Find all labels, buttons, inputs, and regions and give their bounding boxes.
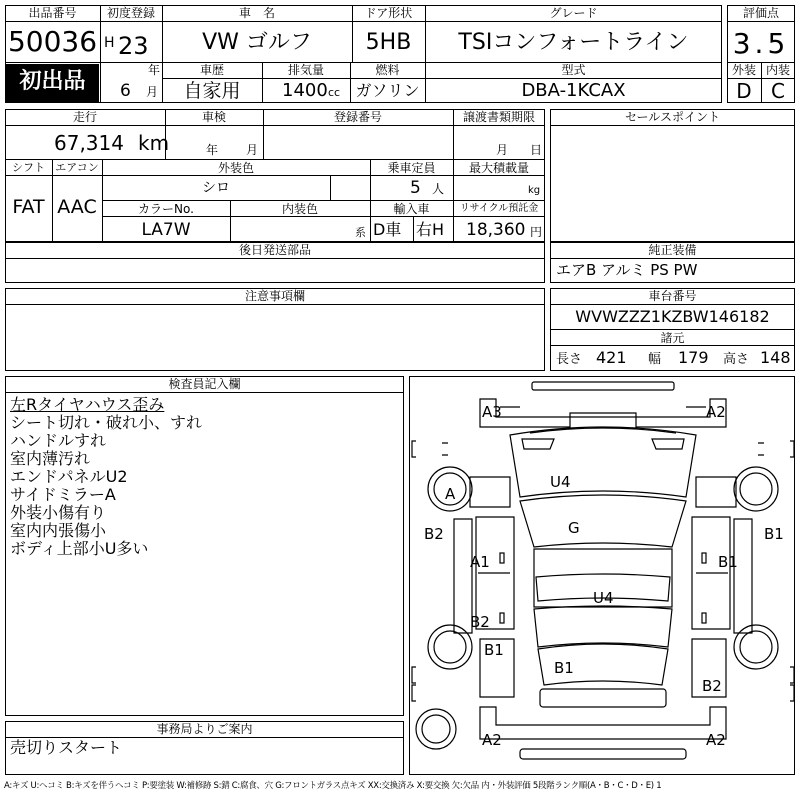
damage-mark: B1 xyxy=(764,525,784,543)
color-label: 外装色 xyxy=(217,161,254,175)
inspection-label: 車検 xyxy=(201,110,226,124)
model-label: 型式 xyxy=(561,63,586,77)
damage-mark: A2 xyxy=(706,731,726,749)
door-type: 5HB xyxy=(365,30,412,55)
damage-mark: A xyxy=(445,485,456,503)
damage-mark: B1 xyxy=(554,659,574,677)
inspection-month-unit: 月 xyxy=(246,143,259,157)
damage-mark: G xyxy=(568,519,580,537)
notes-label: 注意事項欄 xyxy=(244,289,305,303)
sales-point-label: セールスポイント xyxy=(625,110,720,124)
month-unit: 月 xyxy=(146,85,159,99)
length: 421 xyxy=(596,348,627,367)
capacity-label: 乗車定員 xyxy=(387,161,436,175)
equipment: エアB アルミ PS PW xyxy=(556,261,698,279)
inspector-note: サイドミラーA xyxy=(10,485,116,504)
inspector-note: ハンドルすれ xyxy=(10,431,107,450)
model: DBA-1KCAX xyxy=(521,80,626,101)
transfer-month-unit: 月 xyxy=(496,143,509,157)
exterior-label: 外装 xyxy=(731,63,756,77)
shift-label: シフト xyxy=(12,161,45,174)
import-label: 輸入車 xyxy=(393,202,430,216)
inspector-note: エンドパネルU2 xyxy=(10,467,128,486)
load-unit: kg xyxy=(528,185,541,196)
interior-grade: C xyxy=(771,79,785,103)
score: 3.5 xyxy=(732,27,790,60)
damage-mark: B2 xyxy=(470,613,490,631)
damage-mark: B1 xyxy=(484,641,504,659)
transfer-label: 譲渡書類期限 xyxy=(462,110,535,124)
displacement: 1400 xyxy=(282,80,328,101)
interior-color-label: 内装色 xyxy=(281,202,318,216)
first-listing-badge: 初出品 xyxy=(19,69,86,94)
inspector-label: 検査員記入欄 xyxy=(168,377,241,391)
inspection-year-unit: 年 xyxy=(206,143,219,157)
history: 自家用 xyxy=(183,80,241,102)
capacity: 5 xyxy=(410,178,421,198)
recycle-unit: 円 xyxy=(530,225,543,239)
sales-point-block xyxy=(550,109,795,242)
inspector-note: 室内薄汚れ xyxy=(10,449,91,468)
damage-mark: U4 xyxy=(550,473,571,491)
mileage: 67,314 xyxy=(54,131,124,155)
inspector-note: 左Rタイヤハウス歪み xyxy=(10,395,165,414)
color-no-label: カラーNo. xyxy=(138,202,194,216)
name-label: 車 名 xyxy=(238,6,275,20)
reg-year: 23 xyxy=(118,32,149,60)
load-label: 最大積載量 xyxy=(468,161,529,175)
mileage-unit: km xyxy=(138,131,170,155)
legend: A:キズ U:ヘコミ B:キズを伴うヘコミ P:要塗装 W:補修跡 S:錆 C:腐食、穴 G:フロントガラス点キズ XX:交換済み X:要交換 欠:欠品 内・外装評価 5段階ランク順(A・B・C・D・E) 1 xyxy=(4,781,662,791)
damage-mark: A2 xyxy=(706,403,726,421)
lot-label: 出品番号 xyxy=(28,6,77,20)
mileage-label: 走行 xyxy=(72,110,97,124)
interior-label: 内装 xyxy=(765,63,790,77)
height: 148 xyxy=(760,348,791,367)
color-no: LA7W xyxy=(141,220,191,240)
inspector-note: 室内内張傷小 xyxy=(10,521,107,540)
lot-number: 50036 xyxy=(7,25,98,58)
inspector-note: シート切れ・破れ小、すれ xyxy=(10,413,203,432)
equipment-label: 純正装備 xyxy=(648,243,697,257)
damage-mark: B2 xyxy=(702,677,722,695)
damage-mark: A3 xyxy=(482,403,502,421)
history-label: 車歴 xyxy=(199,63,224,77)
score-label: 評価点 xyxy=(742,6,779,20)
fuel: ガソリン xyxy=(355,81,420,100)
height-label: 高さ xyxy=(723,352,750,367)
damage-mark: U4 xyxy=(593,589,614,607)
shift: FAT xyxy=(12,196,45,218)
chassis-label: 車台番号 xyxy=(648,289,697,303)
era: H xyxy=(104,35,115,51)
transfer-day-unit: 日 xyxy=(530,143,543,157)
inspector-note: ボディ上部小U多い xyxy=(10,539,149,558)
damage-diagram xyxy=(409,376,795,775)
first-reg-label: 初度登録 xyxy=(106,6,155,20)
office-text: 売切りスタート xyxy=(10,738,123,757)
width: 179 xyxy=(678,348,709,367)
displacement-unit: cc xyxy=(328,86,341,99)
dims-label: 諸元 xyxy=(660,331,685,345)
grade: TSIコンフォートライン xyxy=(458,30,689,55)
door-label: ドア形状 xyxy=(364,6,413,20)
reg-month: 6 xyxy=(120,81,131,101)
width-label: 幅 xyxy=(648,352,662,367)
chassis-number: WVWZZZ1KZBW146182 xyxy=(575,307,770,326)
displacement-label: 排気量 xyxy=(287,63,324,77)
later-parts-label: 後日発送部品 xyxy=(238,243,311,257)
inspector-notes xyxy=(10,396,202,558)
color: シロ xyxy=(202,180,230,196)
inspector-note: 外装小傷有り xyxy=(10,503,107,522)
fuel-label: 燃料 xyxy=(375,63,400,77)
recycle-label: リサイクル預託金 xyxy=(459,203,539,214)
interior-color-unit: 系 xyxy=(355,226,366,239)
office-label: 事務局よりご案内 xyxy=(156,722,253,736)
import-h: 右H xyxy=(416,220,445,239)
damage-mark: B2 xyxy=(424,525,444,543)
ac: AAC xyxy=(57,196,97,218)
year-unit: 年 xyxy=(148,63,161,77)
grade-label: グレード xyxy=(549,6,598,20)
damage-mark: A2 xyxy=(482,731,502,749)
regno-label: 登録番号 xyxy=(333,110,382,124)
car-name: VW ゴルフ xyxy=(202,30,312,55)
exterior-grade: D xyxy=(736,79,752,103)
capacity-unit: 人 xyxy=(432,182,445,196)
damage-mark: A1 xyxy=(470,553,490,571)
length-label: 長さ xyxy=(556,352,583,367)
car-outline-graphic xyxy=(410,377,796,776)
import-d: D車 xyxy=(373,220,402,239)
recycle: 18,360 xyxy=(466,220,526,240)
ac-label: エアコン xyxy=(55,161,99,174)
damage-mark: B1 xyxy=(718,553,738,571)
